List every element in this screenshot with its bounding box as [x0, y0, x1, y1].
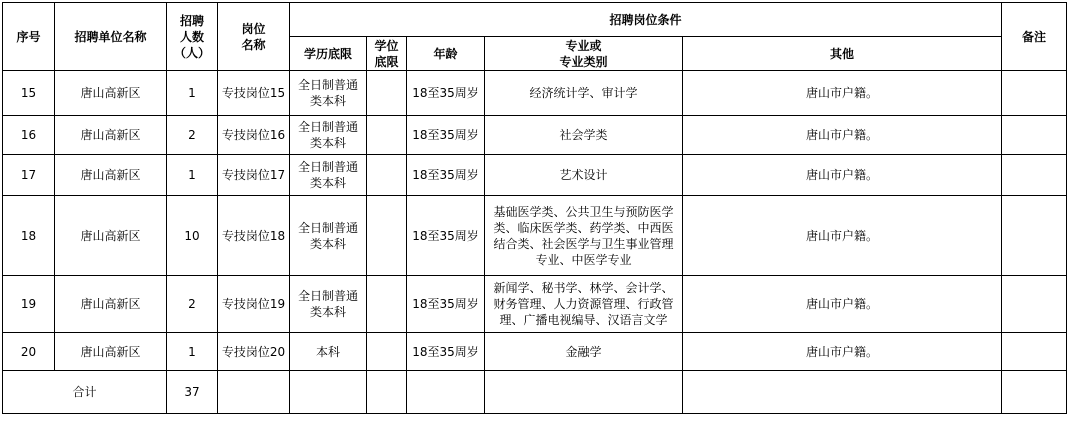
header-seq: 序号	[3, 3, 55, 71]
cell-degree	[367, 196, 407, 276]
cell-edu: 全日制普通 类本科	[290, 196, 367, 276]
cell-empty	[485, 371, 683, 414]
cell-age: 18至35周岁	[407, 276, 485, 333]
cell-unit: 唐山高新区	[55, 155, 167, 196]
table-row	[3, 333, 1067, 371]
cell-post: 专技岗位17	[218, 155, 290, 196]
cell-other: 唐山市户籍。	[683, 155, 1002, 196]
cell-major: 经济统计学、审计学	[485, 71, 683, 116]
header-edu: 学历底限	[290, 37, 367, 71]
cell-major: 新闻学、秘书学、林学、会计学、 财务管理、人力资源管理、行政管 理、广播电视编导、汉语言文学	[485, 276, 683, 333]
table-row	[3, 196, 1067, 276]
cell-remark	[1002, 71, 1067, 116]
total-label: 合计	[3, 371, 167, 414]
cell-remark	[1002, 333, 1067, 371]
cell-count: 1	[167, 155, 218, 196]
cell-count: 1	[167, 333, 218, 371]
cell-unit: 唐山高新区	[55, 196, 167, 276]
header-unit: 招聘单位名称	[55, 3, 167, 71]
cell-empty	[407, 371, 485, 414]
cell-unit: 唐山高新区	[55, 71, 167, 116]
header-count: 招聘 人数 （人）	[167, 3, 218, 71]
cell-other: 唐山市户籍。	[683, 276, 1002, 333]
cell-degree	[367, 116, 407, 155]
cell-seq: 17	[3, 155, 55, 196]
table-row	[3, 276, 1067, 333]
header-row-top	[3, 3, 1067, 37]
cell-empty	[218, 371, 290, 414]
cell-seq: 20	[3, 333, 55, 371]
cell-remark	[1002, 196, 1067, 276]
cell-age: 18至35周岁	[407, 196, 485, 276]
cell-post: 专技岗位20	[218, 333, 290, 371]
cell-unit: 唐山高新区	[55, 276, 167, 333]
cell-unit: 唐山高新区	[55, 116, 167, 155]
cell-degree	[367, 155, 407, 196]
cell-post: 专技岗位18	[218, 196, 290, 276]
cell-seq: 18	[3, 196, 55, 276]
cell-count: 1	[167, 71, 218, 116]
total-count: 37	[167, 371, 218, 414]
cell-empty	[1002, 371, 1067, 414]
recruitment-table	[2, 2, 1067, 414]
cell-empty	[290, 371, 367, 414]
cell-age: 18至35周岁	[407, 116, 485, 155]
cell-degree	[367, 71, 407, 116]
cell-post: 专技岗位15	[218, 71, 290, 116]
cell-major: 基础医学类、公共卫生与预防医学 类、临床医学类、药学类、中西医 结合类、社会医学与卫生事业管理 专业、中医学专业	[485, 196, 683, 276]
cell-edu: 全日制普通 类本科	[290, 71, 367, 116]
cell-unit: 唐山高新区	[55, 333, 167, 371]
cell-count: 10	[167, 196, 218, 276]
cell-seq: 19	[3, 276, 55, 333]
cell-other: 唐山市户籍。	[683, 116, 1002, 155]
cell-count: 2	[167, 116, 218, 155]
cell-post: 专技岗位16	[218, 116, 290, 155]
header-age: 年龄	[407, 37, 485, 71]
cell-edu: 本科	[290, 333, 367, 371]
table-row	[3, 71, 1067, 116]
header-remark: 备注	[1002, 3, 1067, 71]
cell-edu: 全日制普通 类本科	[290, 276, 367, 333]
cell-other: 唐山市户籍。	[683, 196, 1002, 276]
cell-age: 18至35周岁	[407, 333, 485, 371]
table-row	[3, 116, 1067, 155]
total-row	[3, 371, 1067, 414]
cell-seq: 15	[3, 71, 55, 116]
cell-remark	[1002, 276, 1067, 333]
cell-major: 艺术设计	[485, 155, 683, 196]
cell-major: 社会学类	[485, 116, 683, 155]
cell-major: 金融学	[485, 333, 683, 371]
header-degree: 学位 底限	[367, 37, 407, 71]
cell-other: 唐山市户籍。	[683, 71, 1002, 116]
cell-post: 专技岗位19	[218, 276, 290, 333]
header-post: 岗位 名称	[218, 3, 290, 71]
cell-age: 18至35周岁	[407, 155, 485, 196]
cell-edu: 全日制普通 类本科	[290, 116, 367, 155]
table-row	[3, 155, 1067, 196]
cell-age: 18至35周岁	[407, 71, 485, 116]
cell-degree	[367, 333, 407, 371]
cell-other: 唐山市户籍。	[683, 333, 1002, 371]
cell-empty	[683, 371, 1002, 414]
cell-empty	[367, 371, 407, 414]
cell-degree	[367, 276, 407, 333]
header-major: 专业或 专业类别	[485, 37, 683, 71]
cell-remark	[1002, 155, 1067, 196]
header-conditions: 招聘岗位条件	[290, 3, 1002, 37]
cell-count: 2	[167, 276, 218, 333]
cell-edu: 全日制普通 类本科	[290, 155, 367, 196]
header-other: 其他	[683, 37, 1002, 71]
cell-remark	[1002, 116, 1067, 155]
cell-seq: 16	[3, 116, 55, 155]
